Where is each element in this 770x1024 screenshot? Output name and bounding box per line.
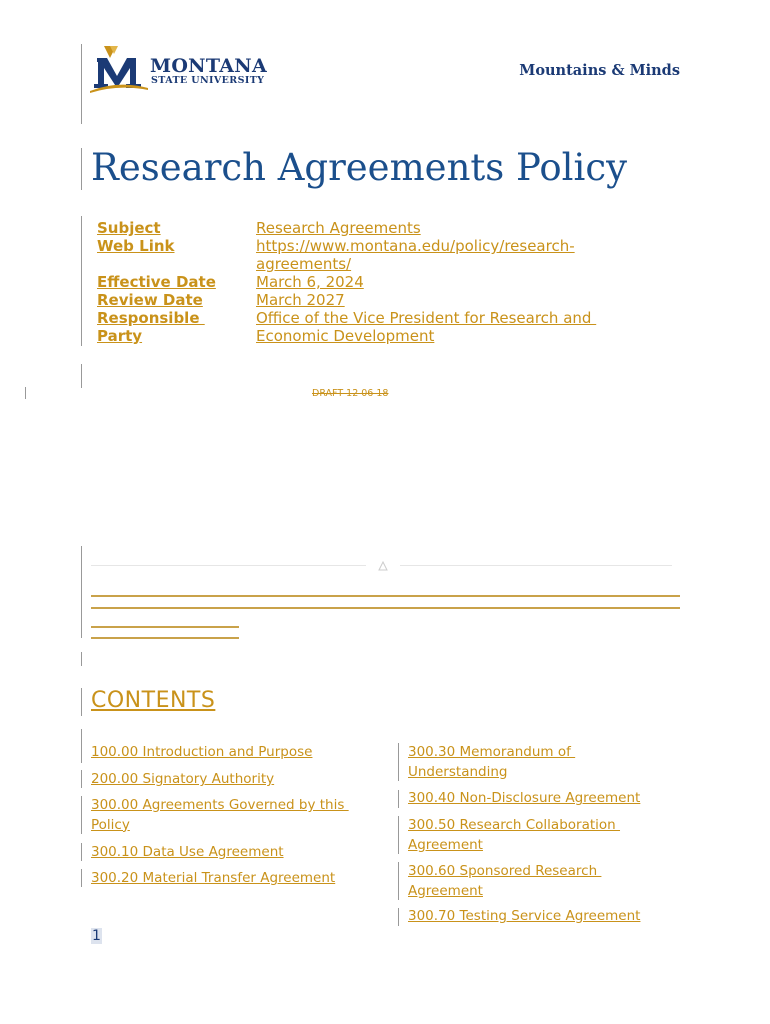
responsible-party-label-line1: Responsible <box>97 309 205 327</box>
revision-bar <box>398 743 399 781</box>
contents-heading: CONTENTS <box>91 688 216 713</box>
toc-link[interactable]: 100.00 Introduction and Purpose <box>91 744 313 760</box>
revision-bar <box>81 843 82 861</box>
draft-note: DRAFT 12 06 18 <box>312 388 389 399</box>
responsible-party-value-line1: Office of the Vice President for Research and <box>256 309 597 327</box>
toc-link[interactable]: 300.30 Memorandum of Understanding <box>408 744 576 780</box>
review-date-value: March 2027 <box>256 291 345 309</box>
responsible-party-value-line2: Economic Development <box>256 327 435 345</box>
revision-bar <box>81 44 82 124</box>
tagline: Mountains & Minds <box>519 62 680 79</box>
subject-value: Research Agreements <box>256 219 421 237</box>
logo-wordmark-line2: STATE UNIVERSITY <box>151 75 265 86</box>
revision-bar <box>81 770 82 788</box>
toc-link[interactable]: 300.00 Agreements Governed by this Policy <box>91 797 349 833</box>
effective-date-value: March 6, 2024 <box>256 273 364 291</box>
anchor-icon <box>375 557 391 576</box>
revision-bar <box>81 546 82 638</box>
revision-bar <box>81 869 82 887</box>
revision-bar <box>398 816 399 854</box>
revision-bar <box>81 729 82 763</box>
toc-link[interactable]: 300.40 Non-Disclosure Agreement <box>408 790 641 806</box>
toc-link[interactable]: 300.10 Data Use Agreement <box>91 844 284 860</box>
page-title: Research Agreements Policy <box>91 146 627 189</box>
msu-mountain-m-icon <box>90 44 150 94</box>
toc-link[interactable]: 300.60 Sponsored Research Agreement <box>408 863 602 899</box>
weblink-value-line2[interactable]: agreements/ <box>256 255 352 273</box>
revision-bar <box>398 790 399 808</box>
weblink-value-line1[interactable]: https://www.montana.edu/policy/research- <box>256 237 575 255</box>
toc-link[interactable]: 300.20 Material Transfer Agreement <box>91 870 336 886</box>
page-number: 1 <box>92 928 101 944</box>
review-date-label: Review Date <box>97 291 203 309</box>
logo-wordmark-line1: MONTANA <box>150 55 267 77</box>
effective-date-label: Effective Date <box>97 273 216 291</box>
revision-bar <box>25 387 26 399</box>
toc-link[interactable]: 200.00 Signatory Authority <box>91 771 275 787</box>
gold-divider <box>91 626 239 628</box>
revision-bar <box>81 652 82 666</box>
revision-bar <box>398 862 399 900</box>
revision-bar <box>81 148 82 190</box>
faint-divider <box>91 565 366 566</box>
gold-divider <box>91 637 239 639</box>
subject-label: Subject <box>97 219 161 237</box>
faint-divider <box>400 565 672 566</box>
toc-link[interactable]: 300.70 Testing Service Agreement <box>408 908 641 924</box>
responsible-party-label-line2: Party <box>97 327 143 345</box>
revision-bar <box>81 364 82 388</box>
revision-bar <box>81 796 82 834</box>
weblink-label: Web Link <box>97 237 175 255</box>
gold-divider <box>91 595 680 597</box>
toc-link[interactable]: 300.50 Research Collaboration Agreement <box>408 817 621 853</box>
gold-divider <box>91 607 680 609</box>
revision-bar <box>398 908 399 926</box>
msu-logo <box>90 44 150 98</box>
revision-bar <box>81 216 82 346</box>
revision-bar <box>81 688 82 716</box>
